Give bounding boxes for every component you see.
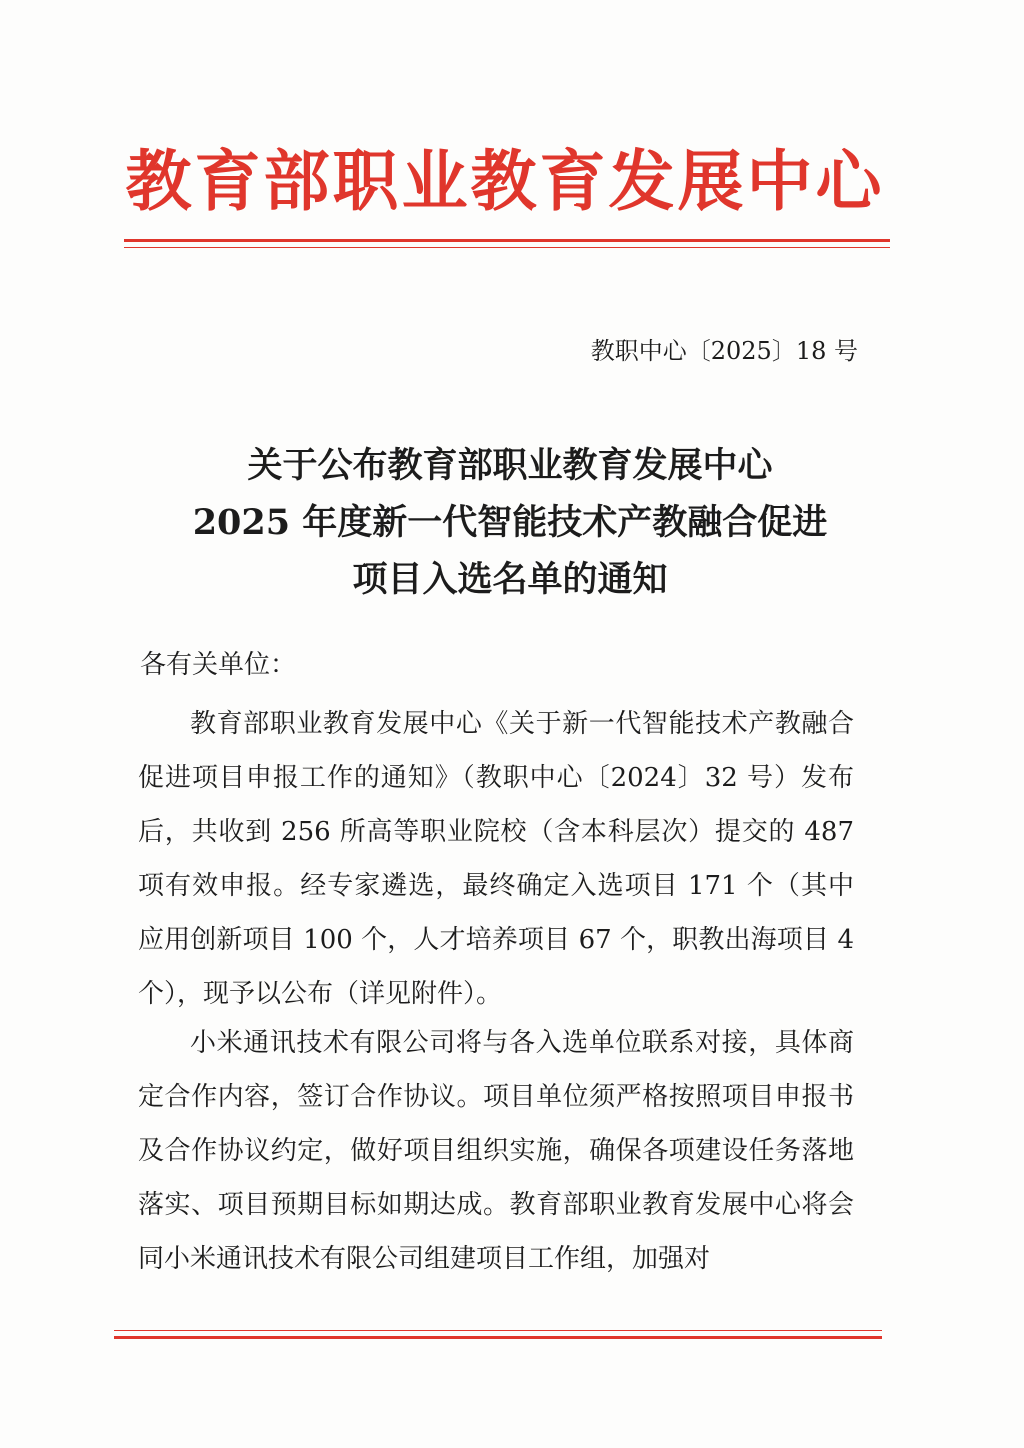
header-red-rule-thick — [124, 239, 890, 242]
body-paragraph-2: 小米通讯技术有限公司将与各入选单位联系对接，具体商定合作内容，签订合作协议。项目单位须严格按照项目申报书及合作协议约定，做好项目组织实施，确保各项建设任务落地落实、项目预期目标如期达成。教育部职业教育发展中心将会同小米通讯技术有限公司组建项目工作组，加强对 — [138, 1028, 854, 1274]
footer-red-rule-thin — [114, 1330, 882, 1331]
body-paragraph-1: 教育部职业教育发展中心《关于新一代智能技术产教融合促进项目申报工作的通知》（教职中心〔2024〕32 号）发布后，共收到 256 所高等职业院校（含本科层次）提交的 487 项有效申报。经专家遴选，最终确定入选项目 171 个（其中应用创新项目 100 个，人才培养项目 67 个，职教出海项目 4 个），现予以公布（详见附件）。 — [138, 709, 854, 1009]
header-red-rule-thin — [124, 247, 890, 248]
footer-red-rule-thick — [114, 1336, 882, 1339]
salutation: 各有关单位： — [140, 650, 297, 680]
document-number: 教职中心〔2025〕18 号 — [590, 337, 858, 365]
issuing-organization-header: 教育部职业教育发展中心 — [125, 142, 885, 220]
document-title-line-3: 项目入选名单的通知 — [352, 559, 668, 600]
document-title-line-2: 2025 年度新一代智能技术产教融合促进 — [192, 502, 828, 543]
document-title-line-1: 关于公布教育部职业教育发展中心 — [247, 445, 773, 486]
document-title — [110, 437, 910, 608]
